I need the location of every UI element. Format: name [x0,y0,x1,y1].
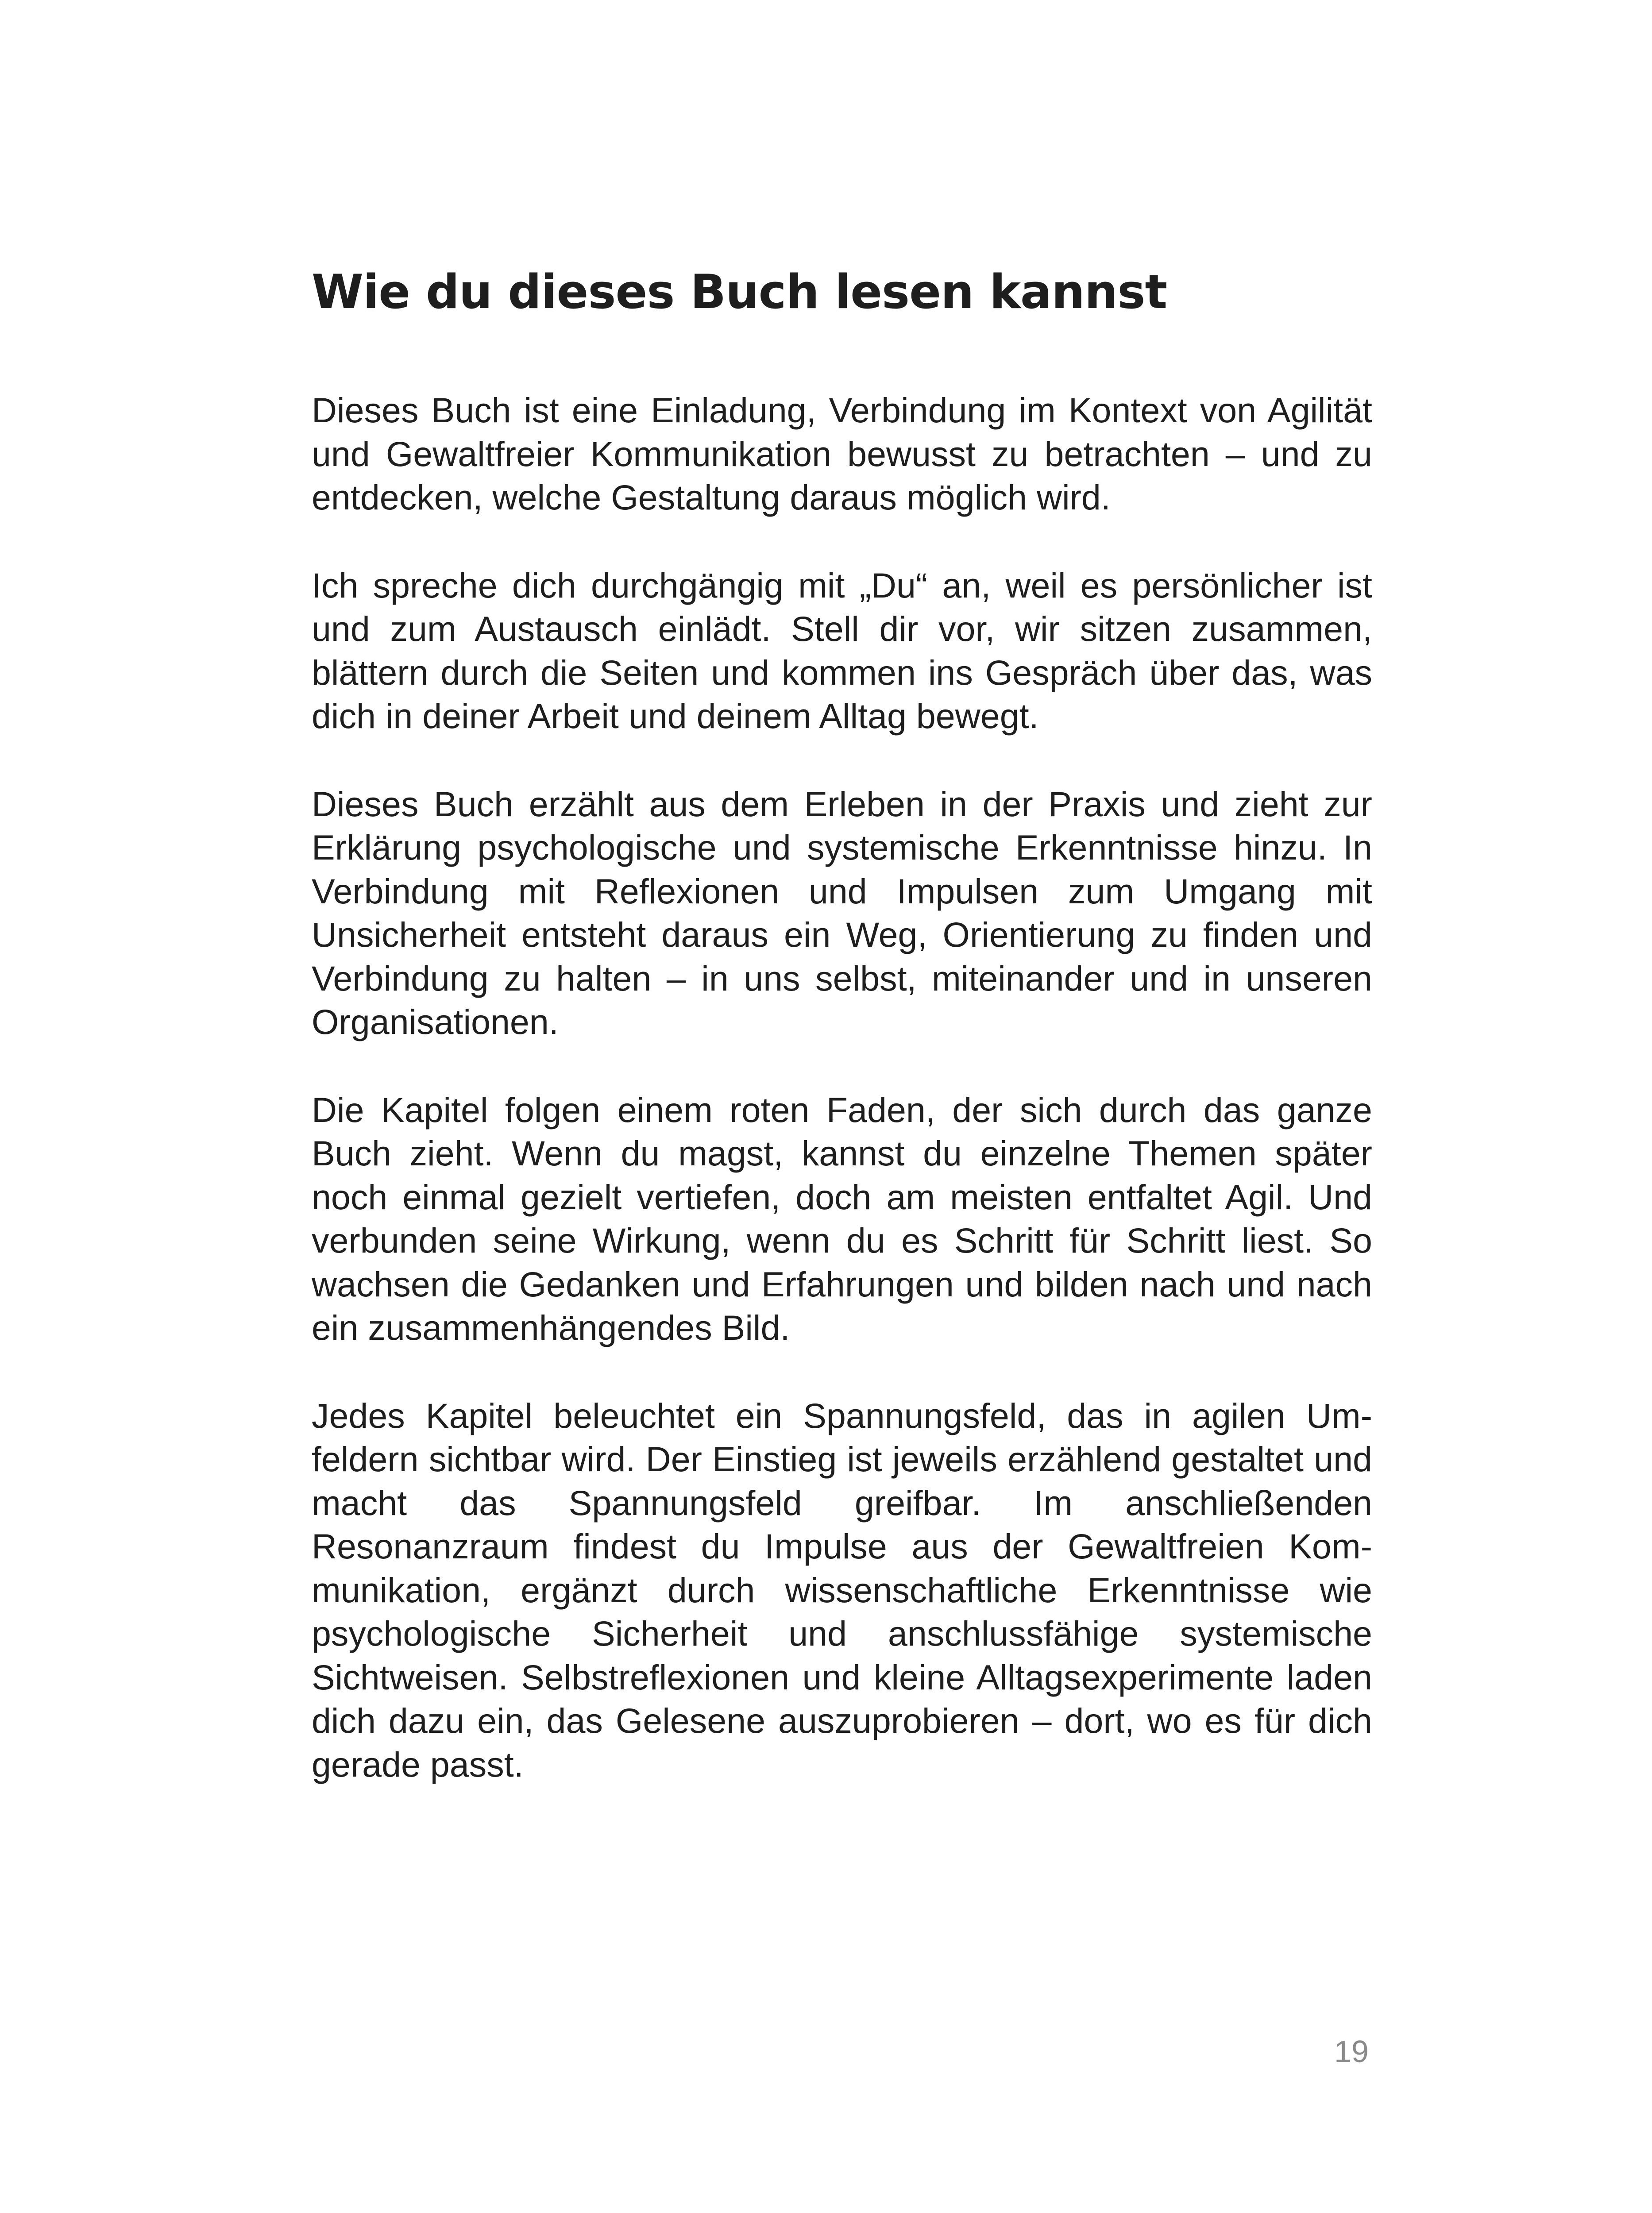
paragraph-1: Dieses Buch ist eine Einladung, Verbindung im Kontext von Agilität und Gewaltfreier Kommunikation bewusst zu betrachten – und zu entdecken, welche Gestaltung daraus möglich wird. [312,390,1372,517]
page-content [312,261,1372,1786]
paragraph-4: Die Kapitel folgen einem roten Faden, der sich durch das ganze Buch zieht. Wenn du magst, kannst du einzelne Themen später noch einmal gezielt vertiefen, doch am meisten entfaltet Agil. Und verbunden seine Wirkung, wenn du es Schritt für Schritt liest. So wachsen die Gedanken und Erfahrungen und bilden nach und nach ein zusammenhängendes Bild. [312,1090,1372,1347]
paragraph-2: Ich spreche dich durchgängig mit „Du“ an, weil es persönlicher ist und zum Austausch einlädt. Stell dir vor, wir sitzen zusammen, blättern durch die Seiten und kommen ins Gespräch über das, was dich in deiner Arbeit und deinem Alltag bewegt. [312,565,1372,736]
chapter-heading: Wie du dieses Buch lesen kannst [312,265,1167,319]
page-number: 19 [1334,2034,1369,2069]
body-text [312,389,1372,1786]
paragraph-3: Dieses Buch erzählt aus dem Erleben in der Praxis und zieht zur Erklärung psychologische und systemische Erkenntnisse hinzu. In Verbindung mit Reflexionen und Impulsen zum Umgang mit Unsicherheit entsteht daraus ein Weg, Orientierung zu finden und Verbindung zu halten – in uns selbst, miteinander und in unseren Organisationen. [312,784,1372,1041]
paragraph-5: Jedes Kapitel beleuchtet ein Spannungsfeld, das in agilen Umfeldern sichtbar wird. Der Einstieg ist jeweils erzählend gestaltet und macht das Spannungsfeld greifbar. Im anschließenden Resonanzraum findest du Impulse aus der Gewaltfreien Kommunikation, ergänzt durch wissenschaftliche Erkenntnisse wie psychologische Sicherheit und anschlussfähige systemische Sichtweisen. Selbstreflexionen und kleine Alltagsexperimente laden dich dazu ein, das Gelesene auszuprobieren – dort, wo es für dich gerade passt. [312,1396,1372,1784]
